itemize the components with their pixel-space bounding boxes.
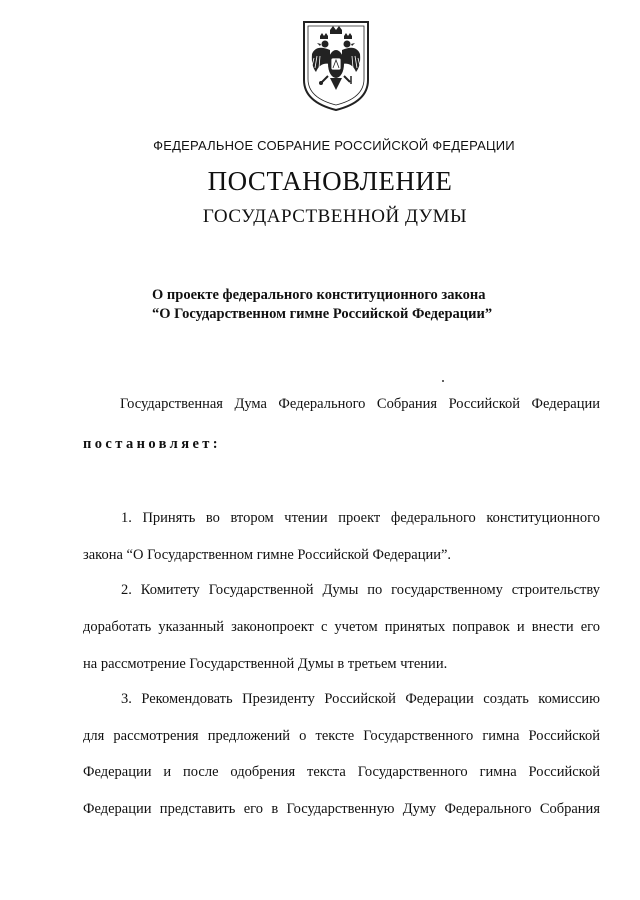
issuer-name: ГОСУДАРСТВЕННОЙ ДУМЫ xyxy=(202,206,468,227)
clause-line: 3. Рекомендовать Президенту Российской Федерации создать комиссию xyxy=(121,691,600,707)
clause-line: для рассмотрения предложений о тексте Государственного гимна Российской xyxy=(83,728,600,744)
decree-word: постановляет: xyxy=(83,436,222,452)
clause-line: 2. Комитету Государственной Думы по государственному строительству xyxy=(121,582,600,598)
clause-line: доработать указанный законопроект с учетом принятых поправок и внести его xyxy=(83,619,600,635)
preamble-text: Государственная Дума Федерального Собрания Российской Федерации xyxy=(120,396,600,412)
subject-line: “О Государственном гимне Российской Федерации” xyxy=(152,306,493,322)
scan-speck xyxy=(442,380,444,382)
clause-line: 1. Принять во втором чтении проект федерального конституционного xyxy=(121,510,600,526)
double-headed-eagle-coat-of-arms-icon xyxy=(300,18,372,114)
clause-line: на рассмотрение Государственной Думы в третьем чтении. xyxy=(83,656,448,672)
clause-line: закона “О Государственном гимне Российской Федерации”. xyxy=(83,547,452,563)
clause-line: Федерации и после одобрения текста Государственного гимна Российской xyxy=(83,764,600,780)
clause-line: Федерации представить его в Государственную Думу Федерального Собрания xyxy=(83,801,600,817)
document-type-title: ПОСТАНОВЛЕНИЕ xyxy=(207,166,453,196)
subject-line: О проекте федерального конституционного закона xyxy=(152,287,486,303)
organization-name: ФЕДЕРАЛЬНОЕ СОБРАНИЕ РОССИЙСКОЙ ФЕДЕРАЦИИ xyxy=(153,138,515,153)
document-subject xyxy=(152,286,492,324)
